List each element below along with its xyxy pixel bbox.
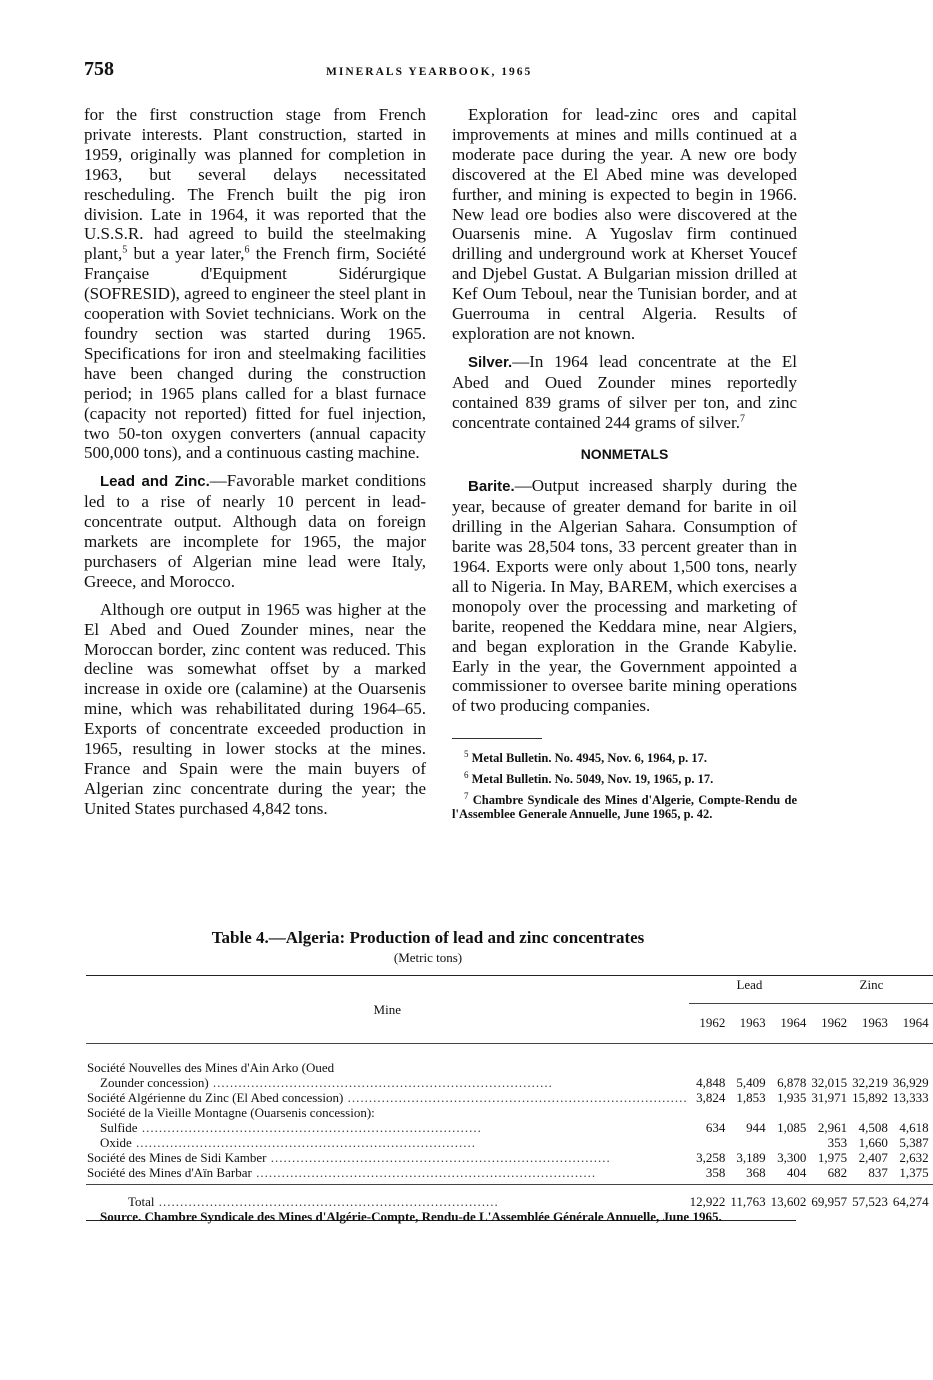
page-number: 758 <box>84 58 114 80</box>
footnote-text: Metal Bulletin. No. 4945, Nov. 6, 1964, p. 17. <box>471 751 708 766</box>
table-cell: 2,407 <box>858 1150 888 1165</box>
table-cell <box>689 1105 730 1120</box>
leader-dots: ................................................................................ <box>131 1135 477 1150</box>
table-cell: 368 <box>746 1165 766 1180</box>
table-cell: 69,957 <box>810 1185 851 1217</box>
table-row <box>86 1075 933 1090</box>
table-cell: 5,387 <box>899 1135 929 1150</box>
column-header-year: 1964 <box>892 1004 933 1044</box>
column-header-year: 1962 <box>810 1004 851 1044</box>
table-cell <box>689 1135 730 1150</box>
table-source-note: Source. Chambre Syndicale des Mines d'Algérie-Compte, Rendu-de L'Assemblée Générale Annuelle, June 1965. <box>100 1209 722 1224</box>
left-column <box>84 105 426 827</box>
paragraph-ore-output: Although ore output in 1965 was higher at the El Abed and Oued Zounder mines, near the Moroccan border, zinc content was reduced. This decline was somewhat offset by a marked increase in oxide ore (calamine) at the Ouarsenis mine, which was rehabilitated during 1964–65. Exports of concentrate exceeded production in 1965, resulting in lower stocks at the mines. France and Spain were the main buyers of Algerian zinc concentrate during the year; the United States purchased 4,842 tons. <box>84 599 426 818</box>
paragraph-text: for the first construction stage from French private interests. Plant construction, started in 1959, originally was planned for completion in 1963, but several delays necessitated rescheduling. The French built the pig iron division. Late in 1964, it was reported that the U.S.S.R. had agreed to build the steelmaking plant, <box>84 105 426 264</box>
table-cell: 4,848 <box>696 1075 726 1090</box>
table-cell: 3,824 <box>696 1090 726 1105</box>
mine-name <box>86 1165 689 1180</box>
footnote-text: Chambre Syndicale des Mines d'Algerie, Compte-Rendu de l'Assemblee Generale Annuelle, June 1965, p. 42. <box>452 792 798 822</box>
mine-name-text: Société Algérienne du Zinc (El Abed concession) <box>87 1090 344 1105</box>
running-head: MINERALS YEARBOOK, 1965 <box>326 66 533 78</box>
column-header-mine: Mine <box>86 976 689 1044</box>
paragraph-text: —In 1964 lead concentrate at the El Abed and Oued Zounder mines reportedly contained 839 grams of silver per ton, and zinc concentrate contained 244 grams of silver. <box>452 351 797 432</box>
table-cell: 682 <box>827 1165 848 1180</box>
table-cell: 1,853 <box>736 1090 766 1105</box>
table-cell: 4,618 <box>899 1120 929 1135</box>
table-cell: 1,975 <box>817 1150 848 1165</box>
mine-name-text: Société de la Vieille Montagne (Ouarsenis concession): <box>87 1105 375 1120</box>
paragraph-text: the French firm, Société Française d'Equipment Sidérurgique (SOFRESID), agreed to engineer the steel plant in cooperation with Soviet technicians. Work on the foundry section was started during 1965. Specifications for iron and steelmaking facilities have been changed during the construction period; in 1965 plans called for a blast furnace (capacity not reported) fitted for fuel injection, two 50-ton oxygen converters (annual capacity 500,000 tons), and a continuous casting machine. <box>84 244 426 463</box>
table-cell: 3,189 <box>736 1150 766 1165</box>
paragraph-construction <box>84 105 426 463</box>
table-cell <box>810 1105 851 1120</box>
table-cell: 13,602 <box>770 1185 811 1217</box>
footnote-text: Metal Bulletin. No. 5049, Nov. 19, 1965, p. 17. <box>471 772 714 787</box>
mine-name-text: Total <box>128 1194 155 1209</box>
table-spacer <box>86 1044 933 1061</box>
table-cell: 3,258 <box>696 1150 726 1165</box>
table-cell <box>810 1060 851 1075</box>
mine-name-text: Société des Mines d'Aïn Barbar <box>87 1165 252 1180</box>
paragraph-text: but a year later, <box>127 244 245 264</box>
table-group-header-row <box>86 976 933 1004</box>
table-row <box>86 1150 933 1165</box>
paragraph-silver <box>452 352 797 433</box>
column-group-zinc: Zinc <box>810 976 932 1004</box>
table-cell: 13,333 <box>892 1090 929 1105</box>
table-cell: 1,660 <box>858 1135 888 1150</box>
paragraph-text: —Output increased sharply during the year, because of greater demand for barite in oil drilling in the Algerian Sahara. Consumption of barite was 28,504 tons, 33 percent greater than in 1964. Exports were only about 1,500 tons, nearly all to Nigeria. In May, BAREM, which exercises a monopoly over the processing and marketing of barite, reopened the Keddara mine, near Algiers, and began exploration in the Grande Kabylie. Early in the year, the Government appointed a commissioner to oversee barite mining operations of two producing companies. <box>452 476 797 716</box>
right-column <box>452 105 797 824</box>
table-cell: 358 <box>705 1165 726 1180</box>
paragraph-barite <box>452 476 797 716</box>
section-heading-lead-zinc: Lead and Zinc. <box>100 473 210 491</box>
footnote <box>452 789 797 822</box>
table-cell: 11,763 <box>729 1185 769 1217</box>
paragraph-text: —Favorable market conditions led to a rise of nearly 10 percent in lead-concentrate output. Although data on foreign markets are incomplete for 1965, the major purchasers of Algerian mine lead were Italy, Greece, and Morocco. <box>84 471 426 591</box>
mine-name <box>86 1075 689 1090</box>
mine-name <box>86 1090 689 1105</box>
table-cell: 634 <box>705 1120 726 1135</box>
table-cell <box>729 1105 769 1120</box>
table-row <box>86 1090 933 1105</box>
column-header-year: 1963 <box>851 1004 892 1044</box>
table-cell: 4,508 <box>858 1120 888 1135</box>
footnote <box>452 768 797 787</box>
table-row <box>86 1060 933 1075</box>
table-cell <box>689 1060 730 1075</box>
leader-dots: ................................................................................ <box>343 1090 688 1105</box>
table-cell: 404 <box>786 1165 807 1180</box>
table-cell: 1,375 <box>899 1165 929 1180</box>
mine-name-text: Société Nouvelles des Mines d'Ain Arko (Oued <box>87 1060 335 1075</box>
table-cell <box>892 1060 933 1075</box>
table-row <box>86 1165 933 1180</box>
table-row <box>86 1135 933 1150</box>
table-cell <box>892 1105 933 1120</box>
footnote <box>452 747 797 766</box>
table-cell: 5,409 <box>736 1075 766 1090</box>
table-cell: 64,274 <box>892 1185 933 1217</box>
table-cell <box>729 1135 769 1150</box>
table-cell <box>851 1060 892 1075</box>
column-header-year: 1963 <box>729 1004 769 1044</box>
section-heading-nonmetals: NONMETALS <box>580 445 669 462</box>
mine-name <box>86 1060 689 1075</box>
mine-name-text: Sulfide <box>100 1120 138 1135</box>
section-heading-barite: Barite. <box>468 478 515 496</box>
leader-dots: ................................................................................ <box>154 1194 499 1209</box>
table-cell: 6,878 <box>777 1075 807 1090</box>
table-cell <box>729 1060 769 1075</box>
table-cell: 32,015 <box>811 1075 848 1090</box>
footnote-number: 7 <box>464 790 469 801</box>
leader-dots: ................................................................................ <box>208 1075 553 1090</box>
table-title: Table 4.—Algeria: Production of lead and zinc concentrates <box>211 928 645 947</box>
production-table-wrapper <box>86 975 929 1221</box>
table-row <box>86 1120 933 1135</box>
table-cell: 837 <box>868 1165 888 1180</box>
table-cell <box>851 1105 892 1120</box>
paragraph-lead-zinc <box>84 471 426 591</box>
mine-name-text: Oxide <box>100 1135 132 1150</box>
table-cell <box>770 1060 811 1075</box>
table-cell: 12,922 <box>689 1185 730 1217</box>
table-cell <box>770 1135 811 1150</box>
section-heading-silver: Silver. <box>468 353 513 371</box>
mine-name <box>86 1120 689 1135</box>
table-cell: 31,971 <box>811 1090 848 1105</box>
mine-name <box>86 1150 689 1165</box>
mine-name-text: Société des Mines de Sidi Kamber <box>87 1150 267 1165</box>
leader-dots: ................................................................................ <box>251 1165 597 1180</box>
table-cell: 1,085 <box>777 1120 807 1135</box>
mine-name <box>86 1105 689 1120</box>
table-cell: 32,219 <box>852 1075 888 1090</box>
leader-dots: ................................................................................ <box>266 1150 611 1165</box>
leader-dots: ................................................................................ <box>137 1120 482 1135</box>
paragraph-exploration: Exploration for lead-zinc ores and capital improvements at mines and mills continued at a moderate pace during the year. A new ore body discovered at the El Abed mine was developed further, and mining is expected to begin in 1966. New lead ore bodies also were discovered at the Ouarsenis mine. A Yugoslav firm continued drilling and underground work at Kherset Youcef and Djebel Gustat. A Bulgarian mission drilled at Kef Oum Teboul, near the Tunisian border, and at Guerrouma in central Algeria. Results of exploration are not known. <box>452 105 797 343</box>
table-units: (Metric tons) <box>393 950 463 965</box>
footnote-number: 6 <box>464 769 469 780</box>
table-cell: 36,929 <box>892 1075 929 1090</box>
footnote-number: 5 <box>464 749 469 760</box>
footnote-ref[interactable]: 6 <box>244 244 250 256</box>
footnote-ref[interactable]: 5 <box>122 244 128 256</box>
table-row <box>86 1105 933 1120</box>
footnote-divider <box>452 738 542 739</box>
column-header-year: 1962 <box>689 1004 730 1044</box>
table-cell: 944 <box>746 1120 766 1135</box>
table-cell: 353 <box>827 1135 848 1150</box>
footnotes <box>452 747 797 821</box>
footnote-ref[interactable]: 7 <box>739 412 745 424</box>
table-cell: 2,961 <box>817 1120 848 1135</box>
mine-name <box>86 1135 689 1150</box>
column-group-lead: Lead <box>689 976 811 1004</box>
column-header-year: 1964 <box>770 1004 811 1044</box>
table-cell: 1,935 <box>777 1090 807 1105</box>
table-cell: 3,300 <box>777 1150 807 1165</box>
table-body <box>86 1044 933 1217</box>
production-table <box>86 975 933 1216</box>
mine-name-text: Zounder concession) <box>100 1075 209 1090</box>
table-cell: 57,523 <box>851 1185 892 1217</box>
table-cell <box>770 1105 811 1120</box>
table-cell: 15,892 <box>852 1090 888 1105</box>
table-cell: 2,632 <box>899 1150 929 1165</box>
